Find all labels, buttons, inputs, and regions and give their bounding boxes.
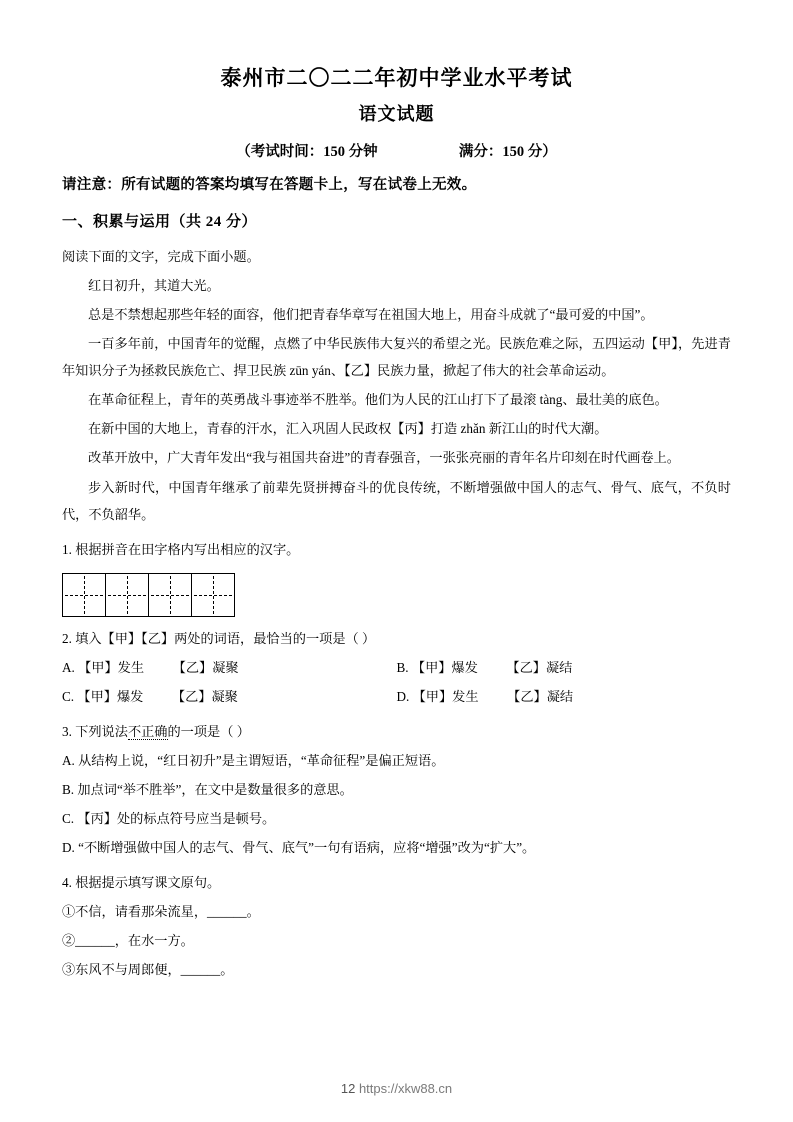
- option-a-text: 从结构上说，“红日初升”是主谓短语，“革命征程”是偏正短语。: [78, 752, 445, 768]
- question-3-number: 3.: [62, 723, 72, 739]
- reading-paragraph: 步入新时代，中国青年继承了前辈先贤拼搏奋斗的优良传统，不断增强做中国人的志气、骨气、底气，不负时代，不负韶华。: [62, 479, 731, 522]
- page-number: 12: [340, 1081, 356, 1096]
- option-c-text: 【丙】处的标点符号应当是顿号。: [77, 811, 276, 827]
- question-1-stem: 根据拼音在田字格内写出相应的汉字。: [75, 541, 300, 557]
- option-b-text2: 【乙】凝结: [506, 659, 573, 675]
- section-heading-1: 一、积累与运用（共 24 分）: [62, 214, 258, 230]
- option-c-label: C.: [62, 811, 75, 827]
- option-b-label: B.: [396, 659, 409, 675]
- exam-time: （考试时间：150 分钟: [236, 144, 378, 160]
- question-4-subitem: ①不信，请看那朵流星，______。: [62, 904, 260, 920]
- question-3-stem-suffix: 的一项是（ ）: [167, 723, 250, 739]
- reading-lead: 阅读下面的文字，完成下面小题。: [62, 249, 260, 264]
- option-d-text2: 【乙】凝结: [507, 688, 574, 704]
- reading-paragraph: 在革命征程上，青年的英勇战斗事迹举不胜举。他们为人民的江山打下了最滚 tàng、最壮美的底色。: [88, 392, 668, 408]
- option-d-label: D.: [396, 688, 410, 704]
- question-3-option-b[interactable]: [62, 776, 731, 803]
- option-d[interactable]: [397, 683, 732, 710]
- question-4: [62, 869, 731, 896]
- exam-notice: 请注意：所有试题的答案均填写在答题卡上，写在试卷上无效。: [62, 177, 477, 193]
- reading-paragraph: 在新中国的大地上，青春的汗水，汇入巩固人民政权【丙】打造 zhǎn 新江山的时代大潮。: [88, 421, 608, 437]
- question-1: [62, 536, 731, 563]
- tianzige-cell[interactable]: [62, 573, 106, 617]
- page-title: 泰州市二〇二二年初中学业水平考试: [220, 66, 573, 90]
- question-3: [62, 718, 731, 745]
- reading-paragraph: 总是不禁想起那些年轻的面容，他们把青春华章写在祖国大地上，用奋斗成就了“最可爱的中国”。: [88, 307, 654, 323]
- option-a-text: 【甲】发生: [78, 659, 145, 675]
- question-3-stem-emphasis: 不正确: [127, 723, 168, 739]
- question-1-number: 1.: [62, 541, 72, 557]
- question-3-stem-prefix: 下列说法: [75, 723, 128, 739]
- option-a-text2: 【乙】凝聚: [172, 659, 239, 675]
- question-4-subitem: ③东风不与周郎便，______。: [62, 962, 234, 978]
- question-2-number: 2.: [62, 630, 72, 646]
- question-2-stem: 填入【甲】【乙】两处的词语，最恰当的一项是（ ）: [75, 630, 376, 646]
- option-d-text: “不断增强做中国人的志气、骨气、底气”一句有语病，应将“增强”改为“扩大”。: [78, 840, 536, 856]
- subject-title: 语文试题: [358, 104, 435, 124]
- question-2-options-row-2: [62, 683, 731, 710]
- option-b[interactable]: [397, 654, 732, 681]
- option-c-text: 【甲】爆发: [77, 688, 144, 704]
- option-c-label: C.: [62, 688, 75, 704]
- question-4-number: 4.: [62, 875, 72, 891]
- reading-paragraph: 红日初升，其道大光。: [88, 278, 220, 294]
- option-a-label: A.: [62, 752, 75, 768]
- reading-paragraph: 改革开放中，广大青年发出“我与祖国共奋进”的青春强音，一张张亮丽的青年名片印刻在时代画卷上。: [88, 450, 680, 466]
- option-d-label: D.: [62, 840, 75, 856]
- option-b-text: 【甲】爆发: [411, 659, 478, 675]
- question-3-option-d[interactable]: [62, 834, 731, 861]
- option-b-text: 加点词“举不胜举”，在文中是数量很多的意思。: [77, 782, 353, 797]
- option-d-text: 【甲】发生: [412, 688, 479, 704]
- question-2: [62, 625, 731, 652]
- option-c[interactable]: [62, 683, 397, 710]
- option-a[interactable]: [62, 654, 397, 681]
- tianzige-cell[interactable]: [191, 573, 235, 617]
- page-footer: [0, 1081, 793, 1096]
- question-3-option-c[interactable]: [62, 805, 731, 832]
- option-c-text2: 【乙】凝聚: [171, 688, 238, 704]
- footer-watermark: https://xkw88.cn: [358, 1081, 453, 1096]
- exam-info: [62, 140, 731, 161]
- question-4-subitem: ②______，在水一方。: [62, 933, 194, 949]
- question-4-stem: 根据提示填写课文原句。: [75, 875, 221, 891]
- option-a-label: A.: [62, 659, 75, 675]
- exam-score: 满分：150 分）: [458, 144, 557, 160]
- question-2-options-row-1: [62, 654, 731, 681]
- tianzige-cell[interactable]: [148, 573, 192, 617]
- reading-paragraph: 一百多年前，中国青年的觉醒，点燃了中华民族伟大复兴的希望之光。民族危难之际，五四运动【甲】，先进青年知识分子为拯救民族危亡、捍卫民族 zūn yán、【乙】民族力量，掀起了伟大的社会革命运动。: [62, 336, 731, 379]
- tianzige-grid[interactable]: [62, 573, 731, 617]
- question-3-option-a[interactable]: [62, 747, 731, 774]
- option-b-label: B.: [62, 782, 75, 797]
- tianzige-cell[interactable]: [105, 573, 149, 617]
